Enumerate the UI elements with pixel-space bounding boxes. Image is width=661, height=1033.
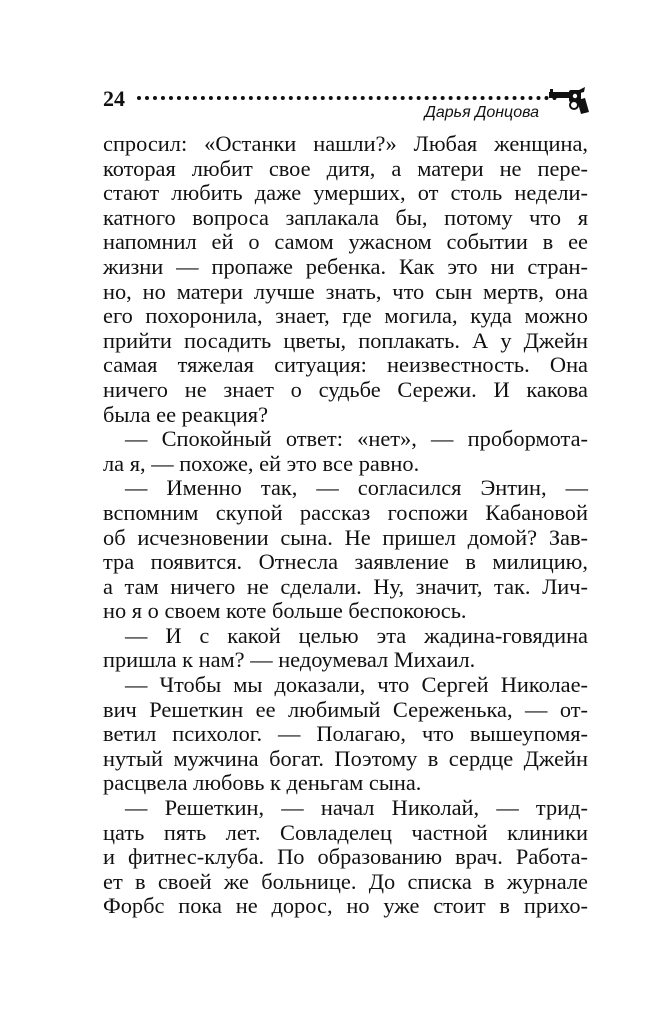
text-line: и фитнес-клуба. По образованию врач. Работа- [103, 844, 588, 870]
revolver-icon [547, 86, 591, 116]
text-line: ветил психолог. — Полагаю, что вышеупомя- [103, 721, 588, 747]
text-line: вич Решеткин ее любимый Сереженька, — от- [103, 696, 588, 722]
text-line: — И с какой целью эта жадина-говядина [125, 622, 588, 648]
text-line: цать пять лет. Совладелец частной клиники [103, 819, 588, 845]
text-line: об исчезновении сына. Не пришел домой? Зав- [103, 524, 588, 550]
text-line: которая любит свое дитя, а матери не пере- [103, 155, 588, 181]
text-line: нутый мужчина богат. Поэтому в сердце Джейн [103, 745, 588, 771]
text-line: самая тяжелая ситуация: неизвестность. Она [103, 352, 588, 378]
text-line: его похоронила, знает, где могила, куда можно [103, 303, 588, 329]
text-line: расцвела любовь к деньгам сына. [103, 770, 422, 796]
text-line: но я о своем коте больше беспокоюсь. [103, 598, 467, 624]
text-line: тра появится. Отнесла заявление в милицию, [103, 549, 588, 575]
text-line: прийти посадить цветы, поплакать. А у Джейн [103, 327, 588, 353]
text-line: спросил: «Останки нашли?» Любая женщина, [103, 131, 588, 156]
text-line: жизни — пропаже ребенка. Как это ни стран- [103, 253, 588, 279]
text-line: — Спокойный ответ: «нет», — пробормота- [125, 426, 588, 452]
body-text [103, 132, 588, 919]
page-number: 24 [103, 86, 125, 111]
text-line: а там ничего не сделали. Ну, значит, так. Лич- [103, 573, 588, 599]
text-line: напомнил ей о самом ужасном событии в ее [103, 229, 588, 255]
text-line: была ее реакция? [103, 401, 269, 427]
text-line: ничего не знает о судьбе Сережи. И какова [103, 376, 588, 402]
text-line: ла я, — похоже, ей это все равно. [103, 450, 420, 476]
text-line: но, но матери лучше знать, что сын мертв, она [103, 278, 588, 304]
page-header [103, 86, 591, 126]
text-line: — Чтобы мы доказали, что Сергей Николае- [125, 672, 588, 698]
running-head-author: Дарья Донцова [424, 104, 539, 121]
text-line: стают любить даже умерших, от столь недели- [103, 180, 588, 206]
text-line: Форбс пока не дорос, но уже стоит в прихо- [103, 893, 588, 919]
text-line: ет в своей же больнице. До списка в журнале [103, 868, 588, 894]
text-line: пришла к нам? — недоумевал Михаил. [103, 647, 476, 673]
text-line: катного вопроса заплакала бы, потому что я [103, 204, 588, 230]
dotted-rule [137, 96, 557, 100]
text-line: вспомним скупой рассказ госпожи Кабановой [103, 499, 588, 525]
text-line: — Именно так, — согласился Энтин, — [125, 475, 588, 501]
text-line: — Решеткин, — начал Николай, — трид- [125, 795, 588, 821]
